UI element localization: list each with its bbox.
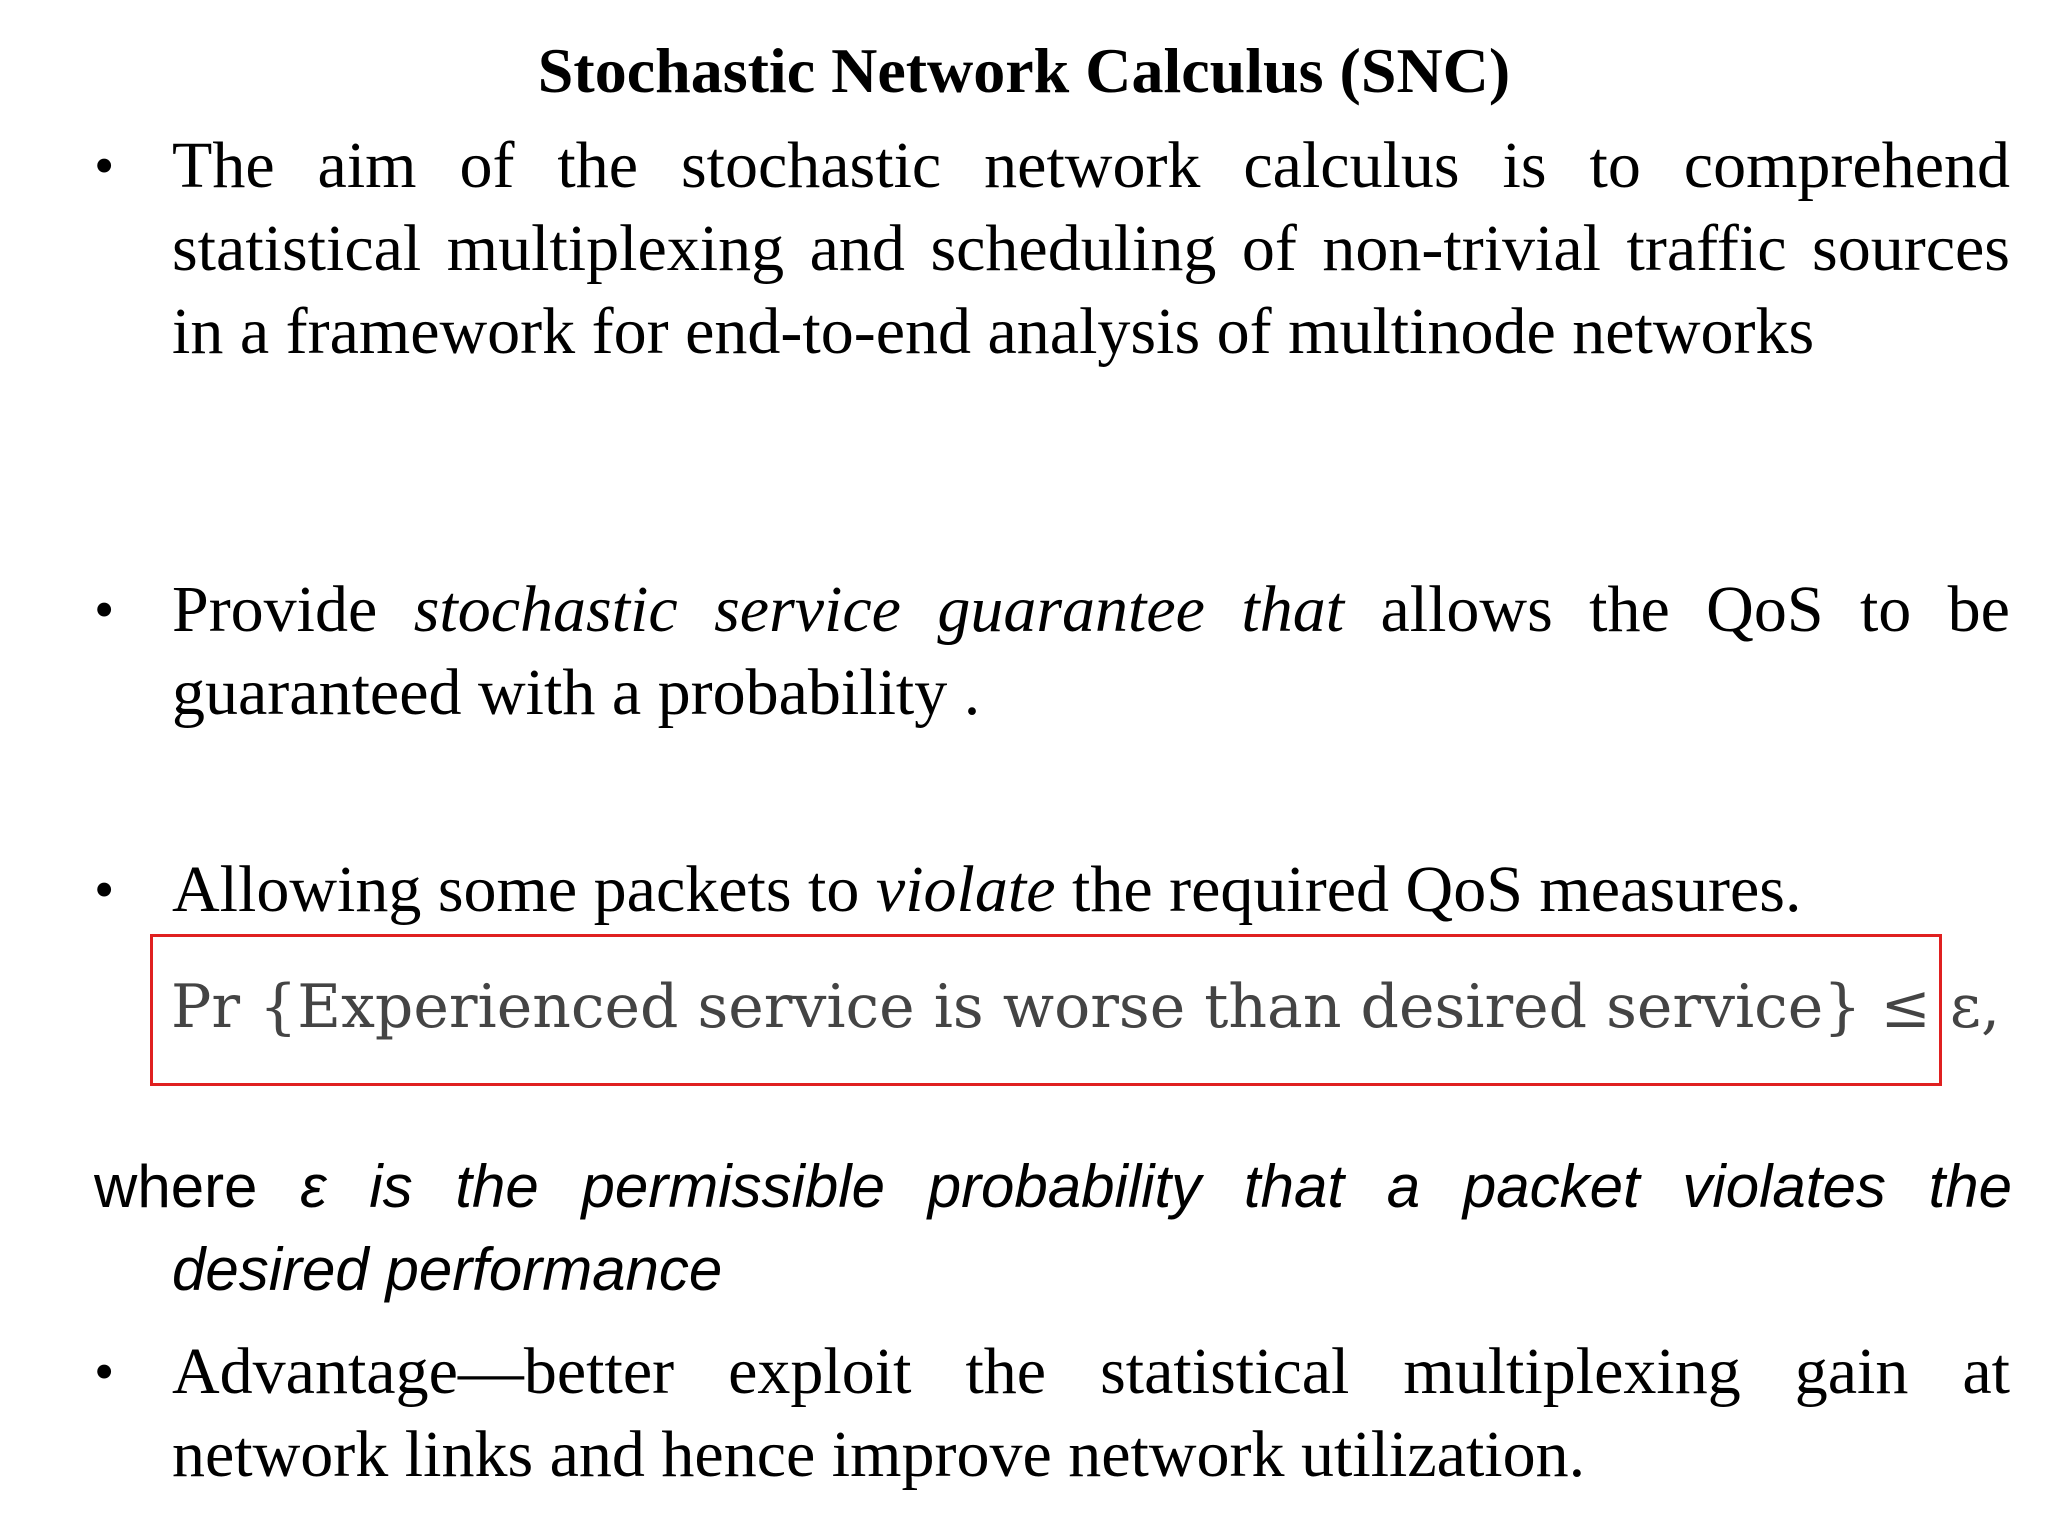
bullet-guarantee-post: allows the QoS to be guaranteed with a probability . <box>172 573 2010 729</box>
slide-title: Stochastic Network Calculus (SNC) <box>537 35 1511 106</box>
bullet-guarantee-emphasis: stochastic service guarantee that <box>413 573 1345 646</box>
formula-box <box>150 934 2001 1086</box>
bullet-aim-text: The aim of the stochastic network calculus is to comprehend statistical multiplexing and scheduling of non-trivial traffic sources in a framework for end-to-end analysis of multinode networks <box>172 129 2010 368</box>
bullet-marker: • <box>94 133 115 198</box>
where-note <box>94 1145 2012 1311</box>
bullet-violate-post: the required QoS measures. <box>1055 853 1802 926</box>
bullet-marker: • <box>94 1339 115 1404</box>
where-note-epsilon-definition: ε is the permissible probability that a packet violates the <box>300 1153 2012 1220</box>
bullet-guarantee-text <box>172 568 2010 734</box>
where-note-line2: desired performance <box>172 1236 723 1303</box>
bullet-advantage-text: Advantage—better exploit the statistical multiplexing gain at network links and hence improve network utilization. <box>172 1335 2010 1491</box>
bullet-marker: • <box>94 577 115 642</box>
bullet-violate-emphasis: violate <box>875 853 1056 926</box>
bullet-violate-text <box>172 848 2010 931</box>
probability-formula: Pr {Experienced service is worse than desired service} ≤ ε, <box>171 972 2001 1042</box>
bullet-advantage <box>94 1330 2012 1496</box>
bullet-aim <box>94 124 2012 456</box>
where-note-line1 <box>94 1145 2012 1228</box>
bullet-guarantee <box>94 568 2012 734</box>
bullet-guarantee-pre: Provide <box>172 573 414 646</box>
bullet-marker: • <box>94 857 115 922</box>
where-note-lead: where <box>94 1153 301 1220</box>
bullet-violate <box>94 848 2012 931</box>
bullet-violate-pre: Allowing some packets to <box>172 853 876 926</box>
